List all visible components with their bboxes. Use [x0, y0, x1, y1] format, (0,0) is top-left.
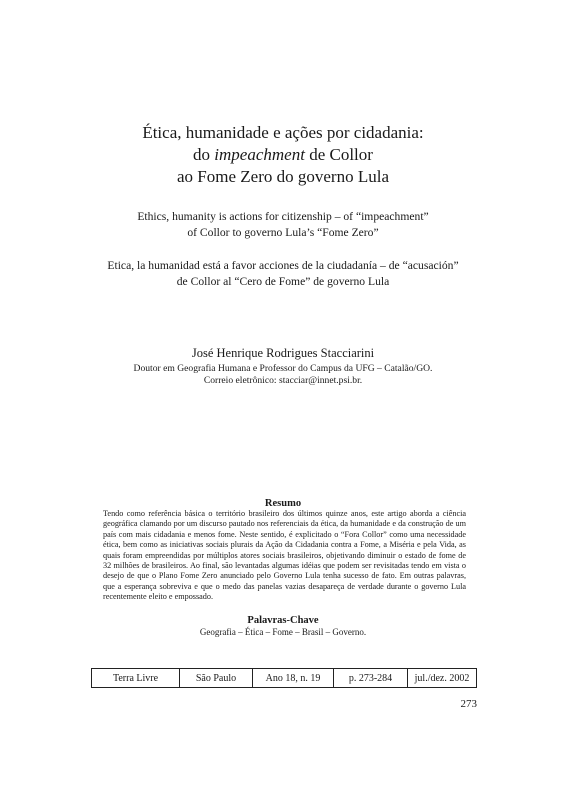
journal-city: São Paulo	[180, 669, 253, 688]
spanish-title-line-1: Etica, la humanidad está a favor acciones de la ciudadanía – de “acusación”	[107, 259, 459, 272]
journal-name: Terra Livre	[92, 669, 180, 688]
author-affiliation: Doutor em Geografia Humana e Professor do Campus da UFG – Catalão/GO.	[133, 363, 433, 374]
english-title-line-2: of Collor to governo Lula’s “Fome Zero”	[187, 226, 379, 239]
title-line-3: ao Fome Zero do governo Lula	[177, 167, 389, 186]
page-number: 273	[460, 698, 477, 710]
title-line-2	[0, 144, 566, 166]
author-affiliation-block	[0, 363, 566, 387]
abstract-text: Tendo como referência básica o território brasileiro dos últimos quinze anos, este artigo aborda a ciência geográfica clamando por um discurso pautado nos referenciais da ética, da humanidade e da construção de um país com mais cidadania e menos fome. Neste sentido, é explicitado o “Fora Collor” como uma necessidade ética, bem como as iniciativas sociais plurais da Ação da Cidadania contra a Fome, a Miséria e pela Vida, as quais foram empreendidas por múltiplos atores sociais brasileiros, objetivando diminuir o estado de fome de 32 milhões de brasileiros. Ao final, são levantadas algumas idéias que podem ser revisitadas tendo em vista o desejo de que o Plano Fome Zero anunciado pelo Governo Lula tenha sucesso de fato. Em outras palavras, que a esperança sobreviva e que o medo das panelas vazias desapareça de verdade durante o governo Lula recentemente eleito e empossado.	[103, 509, 466, 602]
spanish-title-line-2: de Collor al “Cero de Fome” de governo Lula	[176, 275, 390, 288]
journal-pages: p. 273-284	[334, 669, 408, 688]
spanish-title	[0, 258, 566, 290]
title-line-2-pre: do	[193, 145, 215, 164]
journal-date: jul./dez. 2002	[408, 669, 477, 688]
title-line-2-post: de Collor	[304, 145, 373, 164]
keywords-heading: Palavras-Chave	[247, 615, 319, 626]
english-title	[0, 209, 566, 241]
journal-info-table	[91, 668, 477, 688]
author-name: José Henrique Rodrigues Stacciarini	[191, 346, 375, 360]
title-line-2-italic: impeachment	[214, 145, 305, 164]
article-title	[0, 122, 566, 188]
author-email: Correio eletrônico: stacciar@innet.psi.br.	[203, 375, 363, 386]
title-line-1: Ética, humanidade e ações por cidadania:	[142, 123, 424, 142]
abstract-heading: Resumo	[264, 498, 302, 509]
english-title-line-1: Ethics, humanity is actions for citizenship – of “impeachment”	[137, 210, 429, 223]
keywords-text: Geografia – Ética – Fome – Brasil – Governo.	[199, 627, 367, 637]
journal-volume: Ano 18, n. 19	[253, 669, 334, 688]
journal-info-row	[92, 669, 477, 688]
